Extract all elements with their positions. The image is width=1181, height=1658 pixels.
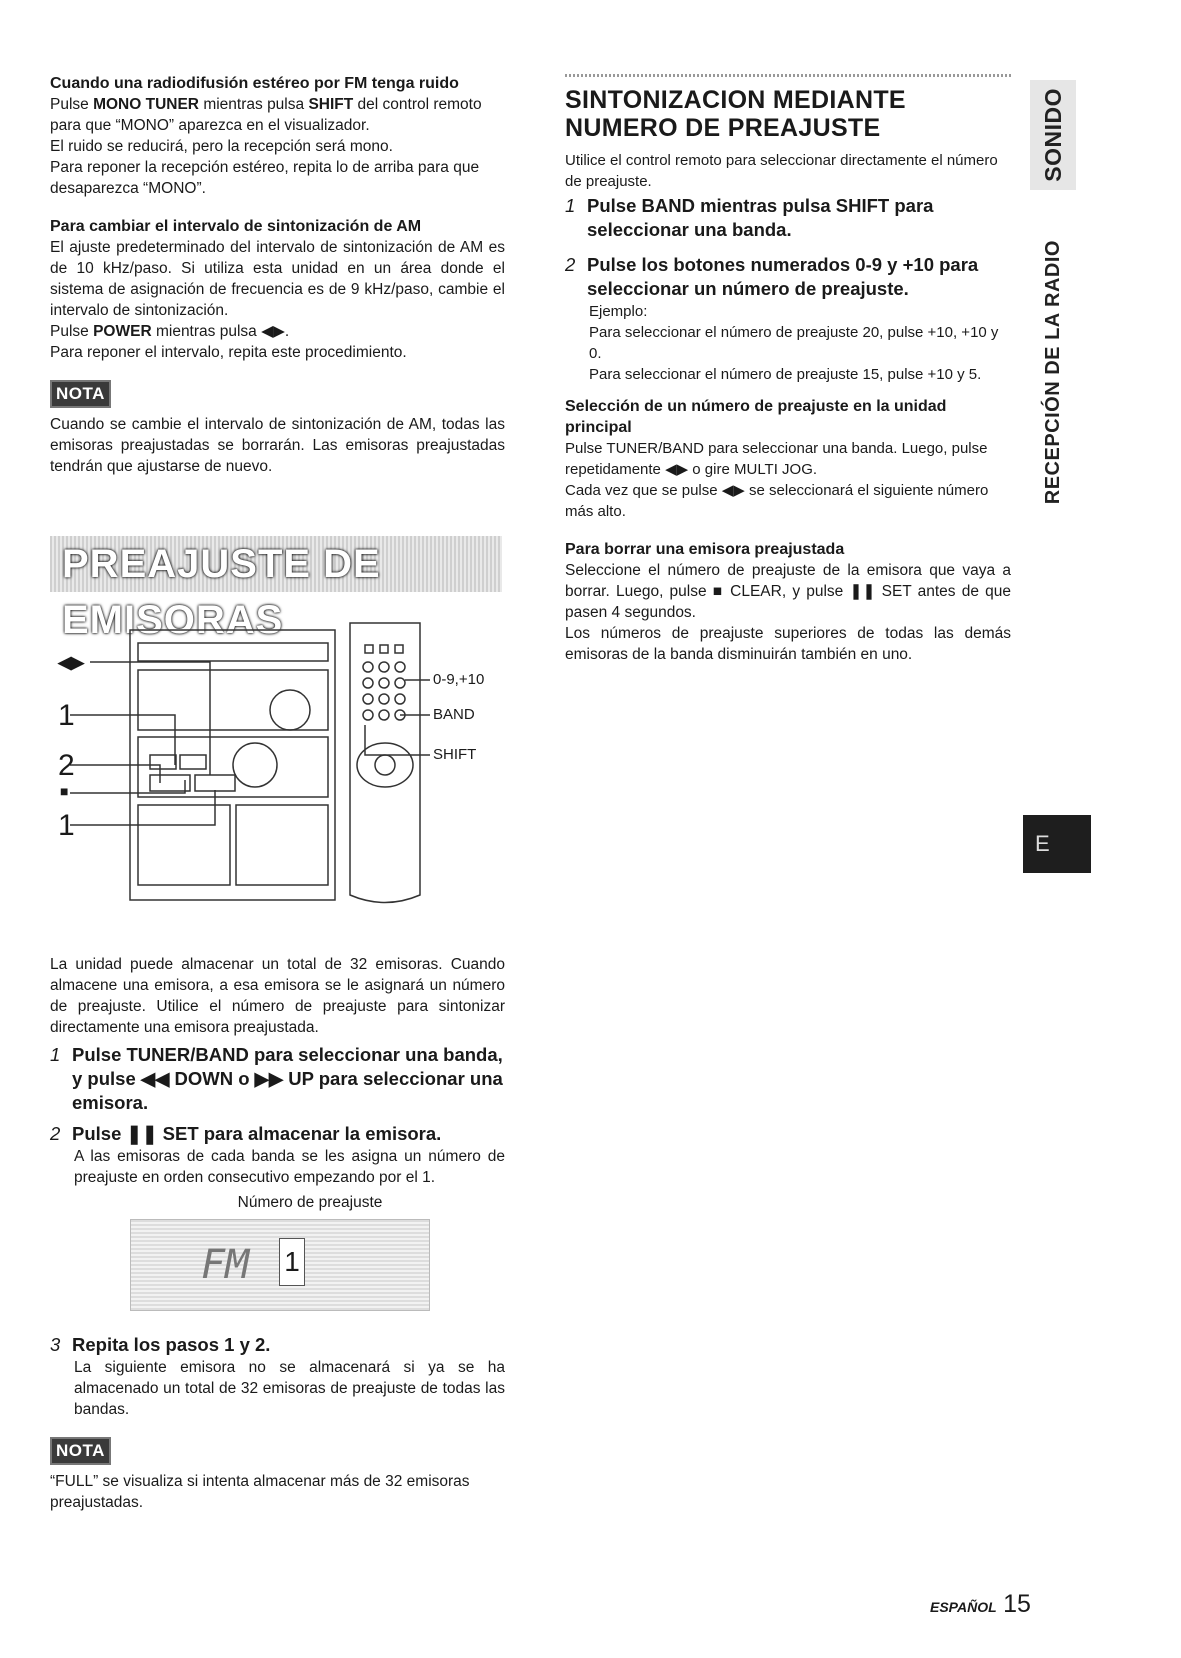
side-tab-radio <box>1030 225 1076 520</box>
language-tab: E <box>1023 815 1091 873</box>
am-step-section <box>50 216 505 363</box>
section-intro: Utilice el control remoto para seleccionar directamente el número de preajuste. <box>565 152 998 190</box>
main-unit-title: Selección de un número de preajuste en la unidad principal <box>565 398 947 436</box>
example-1: Para seleccionar el número de preajuste 20, pulse +10, +10 y 0. <box>589 324 999 362</box>
am-step-power: Pulse POWER mientras pulsa ◀▶. <box>50 323 290 340</box>
am-step-reset: Para reponer el intervalo, repita este procedimiento. <box>50 344 407 361</box>
fm-noise-line1: Pulse MONO TUNER mientras pulsa SHIFT del control remoto <box>50 96 482 113</box>
display-caption: Número de preajuste <box>237 1194 383 1211</box>
step-3-number: 3 <box>50 1334 61 1355</box>
section-banner: PREAJUSTE DE EMISORAS <box>50 536 502 592</box>
nota-1-text: Cuando se cambie el intervalo de sintonización de AM, todas las emisoras preajustadas se borrarán. Las emisoras preajustadas tendrán que ajustarse de nuevo. <box>50 416 505 475</box>
main-unit-body-1: Pulse TUNER/BAND para seleccionar una banda. Luego, pulse repetidamente ◀▶ o gire MULTI JOG. <box>565 440 988 478</box>
nota-2-label: NOTA <box>50 1437 111 1465</box>
nota-1-label: NOTA <box>50 380 111 408</box>
nota-2 <box>50 1437 505 1513</box>
stereo-illustration <box>50 615 505 915</box>
nota-2-text: “FULL” se visualiza si intenta almacenar más de 32 emisoras preajustadas. <box>50 1473 470 1511</box>
step-2-number: 2 <box>50 1123 61 1144</box>
tuning-step-1-number: 1 <box>565 195 576 216</box>
main-unit-body-2: Cada vez que se pulse ◀▶ se seleccionará el siguiente número más alto. <box>565 482 989 520</box>
example-2: Para seleccionar el número de preajuste 15, pulse +10 y 5. <box>589 366 982 383</box>
section-title: SINTONIZACION MEDIANTE NUMERO DE PREAJUSTE <box>565 86 906 142</box>
top-rule <box>565 74 1011 77</box>
fm-noise-line2: para que “MONO” aparezca en el visualizador. <box>50 117 370 134</box>
diagram-label-1a: 1 <box>58 699 75 732</box>
nota-1 <box>50 380 505 477</box>
multi-jog-icon <box>233 743 277 787</box>
erase-title: Para borrar una emisora preajustada <box>565 541 845 558</box>
tuning-step-2 <box>565 253 1011 385</box>
fm-noise-line4: Para reponer la recepción estéreo, repita lo de arriba para que desaparezca “MONO”. <box>50 159 480 197</box>
lcd-preset-number: 1 <box>279 1238 305 1286</box>
page-number: 15 <box>1003 1590 1031 1618</box>
fm-noise-section <box>50 73 505 199</box>
diagram-label-2: 2 <box>58 749 75 782</box>
diagram-label-1b: 1 <box>58 809 75 842</box>
display-illustration <box>130 1192 430 1311</box>
side-tab-sonido <box>1030 80 1076 190</box>
preset-step-3 <box>50 1333 505 1420</box>
label-band: BAND <box>433 706 475 723</box>
erase-section <box>565 539 1011 665</box>
jog-knob <box>270 690 310 730</box>
erase-body-1: Seleccione el número de preajuste de la emisora que vaya a borrar. Luego, pulse ■ CLEAR, y pulse ❚❚ SET antes de que pasen 4 segundos. <box>565 562 1011 621</box>
preset-intro-text: La unidad puede almacenar un total de 32 emisoras. Cuando almacene una emisora, a esa emisora se le asignará un número de preajuste. Utilice el número de preajuste para sintonizar directamente una emisora preajustada. <box>50 956 505 1036</box>
tuning-step-2-number: 2 <box>565 254 576 275</box>
erase-body-2: Los números de preajuste superiores de todas las demás emisoras de la banda disminuirán también en uno. <box>565 625 1011 663</box>
step-3-text: Repita los pasos 1 y 2. <box>72 1334 271 1355</box>
remote-body <box>350 623 420 903</box>
fm-noise-title: Cuando una radiodifusión estéreo por FM tenga ruido <box>50 75 459 92</box>
step-2-body: A las emisoras de cada banda se les asigna un número de preajuste en orden consecutivo empezando por el 1. <box>74 1148 505 1186</box>
example-label: Ejemplo: <box>589 303 648 320</box>
step-1-number: 1 <box>50 1044 61 1065</box>
label-shift: SHIFT <box>433 746 477 763</box>
preset-step-1 <box>50 1043 505 1115</box>
step-2-text: Pulse ❚❚ SET para almacenar la emisora. <box>72 1123 442 1144</box>
arrows-label: ◀▶ <box>58 653 85 672</box>
tuning-step-1-text: Pulse BAND mientras pulsa SHIFT para seleccionar una banda. <box>587 195 934 240</box>
am-step-title: Para cambiar el intervalo de sintonización de AM <box>50 218 422 235</box>
stereo-diagram <box>50 615 505 915</box>
page-footer <box>930 1590 1031 1619</box>
main-unit-section <box>565 396 1011 522</box>
side-tab-sonido-label: SONIDO <box>1039 88 1066 182</box>
fm-noise-line3: El ruido se reducirá, pero la recepción será mono. <box>50 138 393 155</box>
preset-step-2 <box>50 1122 505 1188</box>
step-3-body: La siguiente emisora no se almacenará si ya se ha almacenado un total de 32 emisoras de preajuste de todas las bandas. <box>74 1359 505 1418</box>
lcd-panel <box>130 1219 430 1311</box>
label-number-buttons: 0-9,+10 <box>433 671 485 688</box>
preset-tuning-section <box>565 86 1011 192</box>
stop-icon: ■ <box>60 783 69 799</box>
tuning-step-2-text: Pulse los botones numerados 0-9 y +10 para seleccionar un número de preajuste. <box>587 254 979 299</box>
am-step-body: El ajuste predeterminado del intervalo de sintonización de AM es de 10 kHz/paso. Si utiliza esta unidad en un área donde el sistema de asignación de frecuencia es de 9 kHz/paso, cambie el intervalo de sintonización. <box>50 239 505 319</box>
tuning-step-1 <box>565 194 1011 242</box>
step-1-text: Pulse TUNER/BAND para seleccionar una banda, y pulse ◀◀ DOWN o ▶▶ UP para seleccionar una emisora. <box>72 1044 503 1113</box>
side-tab-radio-label: RECEPCIÓN DE LA RADIO <box>1041 240 1064 505</box>
lcd-band-text: FM <box>201 1242 250 1288</box>
footer-language: ESPAÑOL <box>930 1599 997 1615</box>
preset-intro <box>50 954 505 1038</box>
